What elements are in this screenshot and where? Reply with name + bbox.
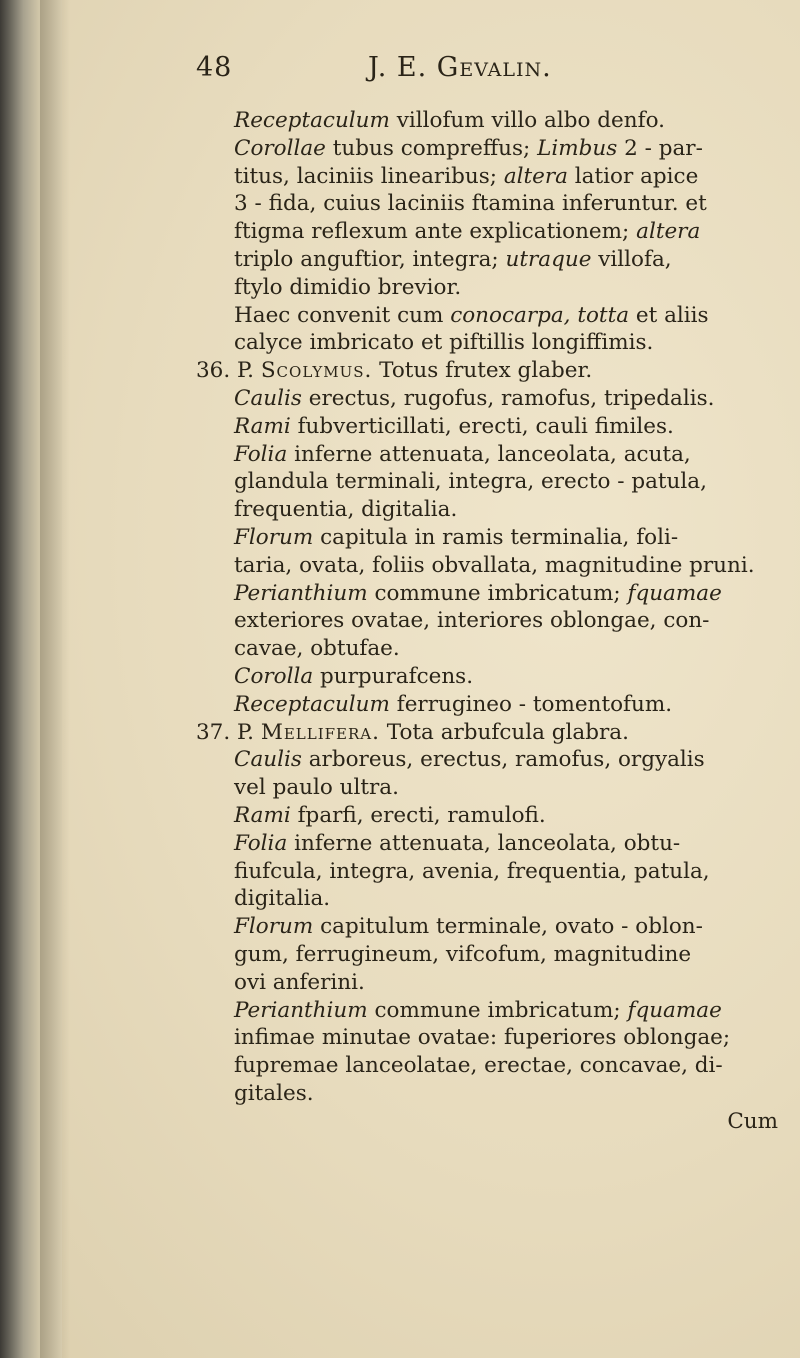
text-line [196,496,796,524]
page-number: 48 [196,52,233,83]
italic-term: Rami [234,413,291,439]
text-segment: fiufcula, integra, avenia, frequentia, patula, [234,858,710,884]
text-line [196,580,796,608]
text-line [196,218,796,246]
text-segment: triplo anguftior, integra; [234,246,506,272]
italic-term: Limbus [537,135,618,161]
italic-term: Caulis [234,747,302,773]
italic-term: altera [503,163,568,189]
text-line [196,107,796,135]
text-segment: Haec convenit cum [234,302,451,328]
text-segment: commune imbricatum; [367,997,628,1023]
text-segment: exteriores ovatae, interiores oblongae, con- [234,608,710,634]
text-segment: villofa, [591,246,672,272]
text-line [196,246,796,274]
text-segment: 37. P. [196,719,261,745]
text-line [196,441,796,469]
italic-term: Folia [234,441,288,467]
text-segment: cavae, obtufae. [234,636,400,662]
italic-term: conocarpa, totta [450,302,630,328]
text-line [196,1052,796,1080]
text-segment: frequentia, digitalia. [234,497,458,523]
text-segment: ferrugineo - tomentofum. [389,691,673,717]
text-line [196,885,796,913]
text-line [196,1108,796,1136]
page-header [168,52,728,92]
italic-term: altera [636,219,701,245]
italic-term: Florum [234,524,314,550]
running-head: J. E. Gevalin. [368,52,552,83]
text-segment: inferne attenuata, lanceolata, acuta, [287,441,691,467]
text-line [196,969,796,997]
text-segment: tubus compreffus; [325,135,538,161]
text-line [196,719,796,747]
text-segment: inferne attenuata, lanceolata, obtu- [287,830,681,856]
text-line [196,1024,796,1052]
text-segment: fupremae lanceolatae, erectae, concavae, di- [234,1053,723,1079]
italic-term: Folia [234,830,288,856]
text-line [196,913,796,941]
text-segment: fparfi, erecti, ramulofi. [290,802,546,828]
text-line [196,302,796,330]
text-line [196,830,796,858]
species-name: Mellifera. [260,719,380,745]
text-segment: Cum [727,1108,778,1134]
text-segment: titus, laciniis linearibus; [234,163,504,189]
species-name: Scolymus. [260,358,373,384]
text-line [196,1080,796,1108]
text-line [196,357,796,385]
italic-term: Receptaculum [234,691,390,717]
text-segment: fubverticillati, erecti, cauli fimiles. [290,413,674,439]
italic-term: fquamae [627,580,722,606]
italic-term: Corollae [234,135,326,161]
text-segment: arboreus, erectus, ramofus, orgyalis [301,747,705,773]
text-line [196,385,796,413]
text-segment: glandula terminali, integra, erecto - patula, [234,469,707,495]
text-line [196,997,796,1025]
text-line [196,524,796,552]
text-segment: et aliis [629,302,709,328]
text-line [196,552,796,580]
italic-term: Perianthium [234,997,368,1023]
text-line [196,635,796,663]
text-segment: gitales. [234,1080,314,1106]
text-segment: ovi anferini. [234,969,365,995]
text-line [196,858,796,886]
text-segment: capitula in ramis terminalia, foli- [313,524,679,550]
text-segment: calyce imbricato et piftillis longiffimis. [234,330,654,356]
text-segment: latior apice [567,163,699,189]
text-line [196,190,796,218]
text-line [196,663,796,691]
text-line [196,274,796,302]
text-segment: ftylo dimidio brevior. [234,274,462,300]
text-segment: 36. P. [196,358,261,384]
text-line [196,802,796,830]
text-segment: 3 - fida, cuius laciniis ftamina inferuntur. et [234,191,707,217]
italic-term: Rami [234,802,291,828]
text-segment: taria, ovata, foliis obvallata, magnitudine pruni. [234,552,755,578]
italic-term: Perianthium [234,580,368,606]
text-line [196,135,796,163]
italic-term: Receptaculum [234,108,390,133]
text-segment: Totus frutex glaber. [372,358,593,384]
text-line [196,329,796,357]
text-segment: commune imbricatum; [367,580,628,606]
text-line [196,468,796,496]
italic-term: utraque [505,246,592,272]
text-line [196,941,796,969]
text-segment: villofum villo albo denfo. [389,108,665,133]
body-text [196,107,796,1135]
text-segment: digitalia. [234,886,331,912]
text-segment: ftigma reflexum ante explicationem; [234,219,637,245]
text-line [196,746,796,774]
text-segment: purpurafcens. [313,663,474,689]
italic-term: fquamae [627,997,722,1023]
italic-term: Corolla [234,663,314,689]
text-segment: capitulum terminale, ovato - oblon- [313,914,703,940]
text-segment: vel paulo ultra. [234,775,399,801]
text-line [196,607,796,635]
italic-term: Caulis [234,385,302,411]
text-segment: erectus, rugofus, ramofus, tripedalis. [301,385,715,411]
text-segment: gum, ferrugineum, vifcofum, magnitudine [234,941,692,967]
text-segment: infimae minutae ovatae: fuperiores oblongae; [234,1025,731,1051]
text-line [196,163,796,191]
text-segment: 2 - par- [617,135,703,161]
text-line [196,691,796,719]
italic-term: Florum [234,914,314,940]
text-line [196,774,796,802]
text-line [196,413,796,441]
text-segment: Tota arbufcula glabra. [379,719,629,745]
binding-shadow [40,0,70,1358]
